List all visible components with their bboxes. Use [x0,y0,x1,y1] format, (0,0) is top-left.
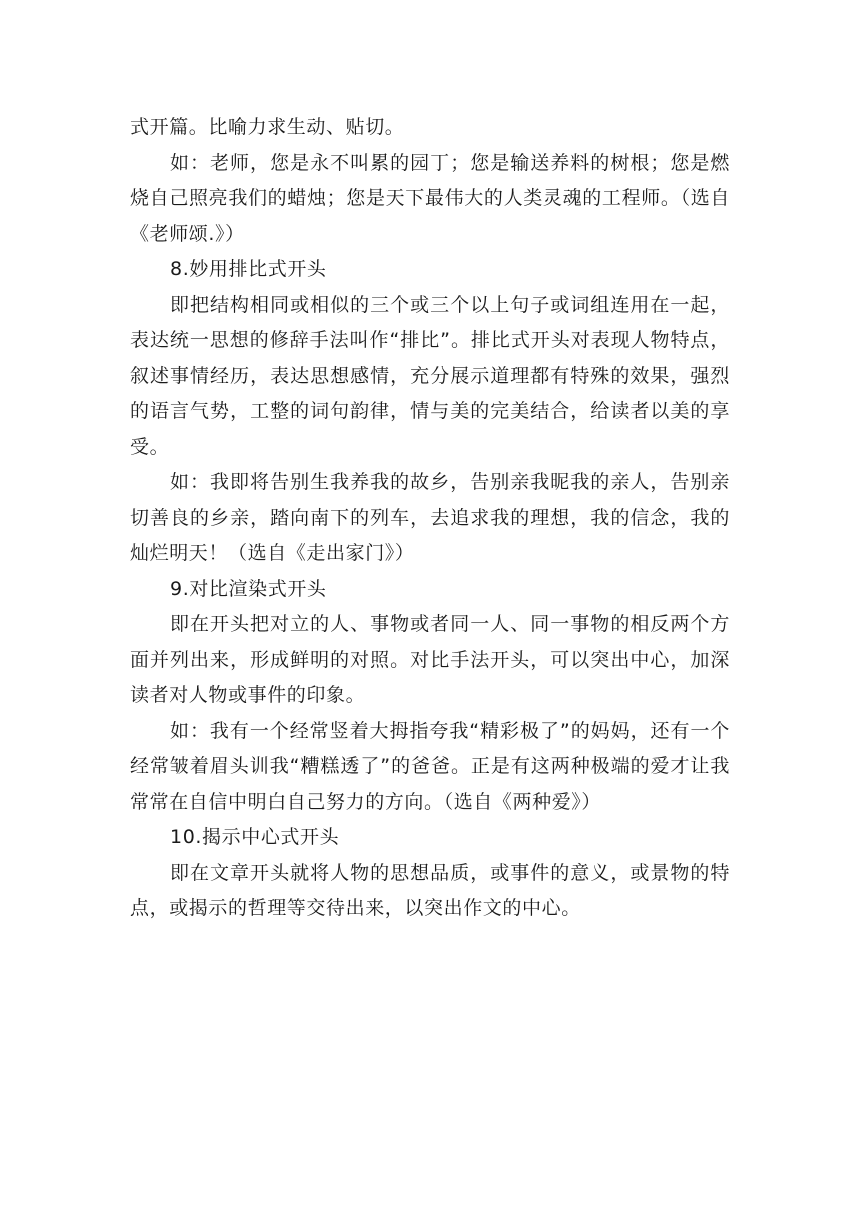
heading-contrast-opening: 9.对比渲染式开头 [170,577,327,600]
heading-parallelism-opening: 8.妙用排比式开头 [170,258,327,280]
paragraph-parallelism-definition: 即把结构相同或相似的三个或三个以上句子或词组连用在一起，表达统一思想的修辞手法叫作“排比”。排比式开头对表现人物特点，叙述事情经历，表达思想感情，充分展示道理都有特殊的效果，强烈的语言气势，工整的词句韵律，情与美的完美结合，给读者以美的享受。 [130,293,730,458]
paragraph-contrast-definition: 即在开头把对立的人、事物或者同一人、同一事物的相反两个方面并列出来，形成鲜明的对照。对比手法开头，可以突出中心，加深读者对人物或事件的印象。 [130,613,730,706]
example-parallelism: 如：我即将告别生我养我的故乡，告别亲我昵我的亲人，告别亲切善良的乡亲，踏向南下的列车，去追求我的理想，我的信念，我的灿烂明天！（选自《走出家门》） [130,471,730,564]
heading-theme-opening: 10.揭示中心式开头 [170,826,340,848]
example-metaphor: 如：老师，您是永不叫累的园丁；您是输送养料的树根；您是燃烧自己照亮我们的蜡烛；您是天下最伟大的人类灵魂的工程师。（选自《老师颂.》） [130,151,730,245]
document-body [130,110,730,927]
paragraph-continuation: 式开篇。比喻力求生动、贴切。 [130,116,405,138]
example-contrast: 如：我有一个经常竖着大拇指夸我“精彩极了”的妈妈，还有一个经常皱着眉头训我“糟糕透了”的爸爸。正是有这两种极端的爱才让我常常在自信中明白自己努力的方向。（选自《两种爱》） [130,719,730,813]
paragraph-theme-definition: 即在文章开头就将人物的思想品质，或事件的意义，或景物的特点，或揭示的哲理等交待出来，以突出作文的中心。 [130,861,730,919]
